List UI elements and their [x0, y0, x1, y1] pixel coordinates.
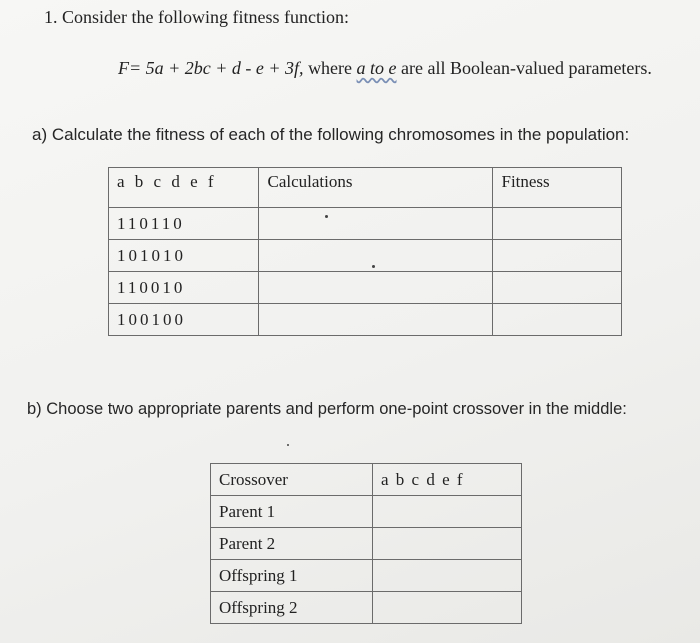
formula-suffix: are all Boolean-valued parameters.	[396, 58, 652, 78]
crossover-value-cell[interactable]	[373, 496, 522, 528]
crossover-value-cell[interactable]	[373, 592, 522, 624]
crossover-label: Parent 1	[211, 496, 373, 528]
stray-mark	[287, 444, 289, 446]
fitness-cell[interactable]	[493, 272, 622, 304]
calculation-cell[interactable]	[259, 240, 493, 272]
chromosome-cell: 101010	[109, 240, 259, 272]
crossover-label: Offspring 2	[211, 592, 373, 624]
fitness-cell[interactable]	[493, 240, 622, 272]
stray-mark	[372, 265, 375, 268]
formula-where: where	[303, 58, 357, 78]
fitness-cell[interactable]	[493, 208, 622, 240]
table-row	[211, 560, 522, 592]
table-row	[109, 208, 622, 240]
chromosome-cell: 110010	[109, 272, 259, 304]
header-fitness: Fitness	[493, 168, 622, 208]
calculation-cell[interactable]	[259, 304, 493, 336]
crossover-table	[210, 463, 522, 624]
part-a-prompt: a) Calculate the fitness of each of the following chromosomes in the population:	[32, 125, 630, 144]
chromosome-cell: 100100	[109, 304, 259, 336]
part-b-prompt: b) Choose two appropriate parents and perform one-point crossover in the middle:	[27, 400, 627, 418]
calculation-cell[interactable]	[259, 272, 493, 304]
calculation-cell[interactable]	[259, 208, 493, 240]
table-row	[109, 240, 622, 272]
question-title: 1. Consider the following fitness function:	[44, 7, 349, 27]
fitness-table	[108, 167, 622, 336]
chromosome-cell: 110110	[109, 208, 259, 240]
header-genes: a b c d e f	[373, 464, 522, 496]
crossover-value-cell[interactable]	[373, 560, 522, 592]
crossover-label: Offspring 1	[211, 560, 373, 592]
crossover-label: Parent 2	[211, 528, 373, 560]
crossover-value-cell[interactable]	[373, 528, 522, 560]
formula-range: a to e	[356, 58, 397, 78]
table-header-row	[211, 464, 522, 496]
stray-mark	[325, 215, 328, 218]
table-row	[211, 592, 522, 624]
table-row	[211, 496, 522, 528]
table-header-row	[109, 168, 622, 208]
header-crossover: Crossover	[211, 464, 373, 496]
header-chromosome: a b c d e f	[109, 168, 259, 208]
table-row	[211, 528, 522, 560]
table-row	[109, 272, 622, 304]
formula-expression: F= 5a + 2bc + d - e + 3f,	[118, 58, 304, 78]
table-row	[109, 304, 622, 336]
header-calculations: Calculations	[259, 168, 493, 208]
fitness-formula	[118, 58, 652, 79]
fitness-cell[interactable]	[493, 304, 622, 336]
